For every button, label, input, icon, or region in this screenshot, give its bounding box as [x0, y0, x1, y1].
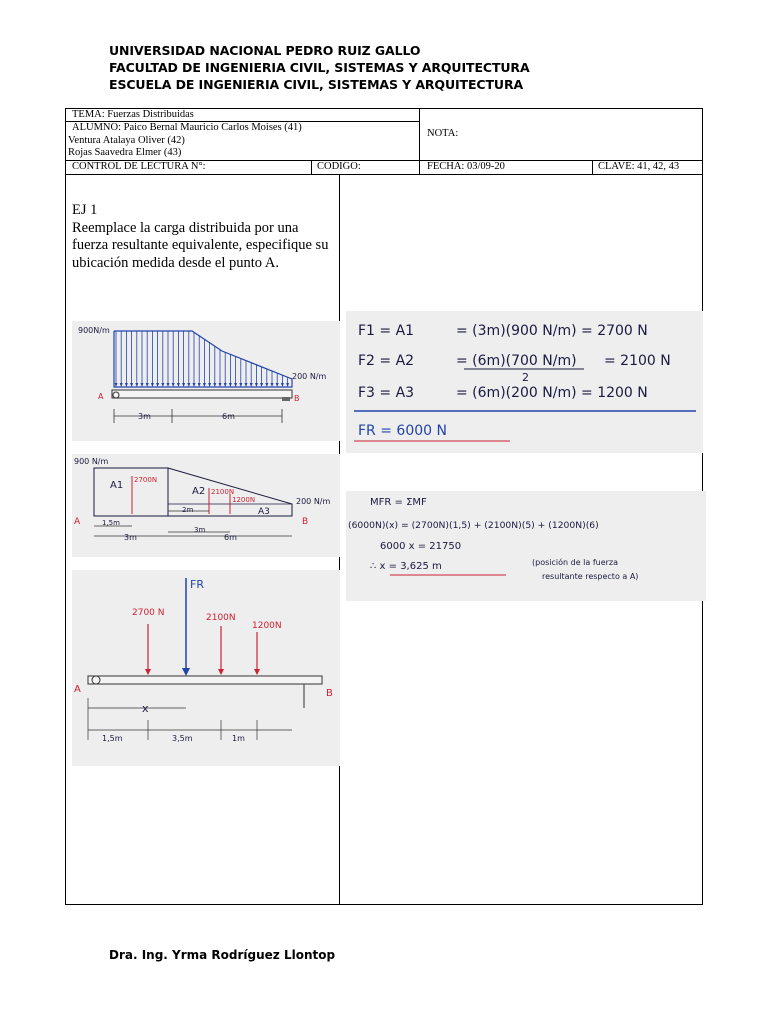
eq2-lhs: F2 = A2 — [358, 353, 415, 369]
moment-line-1: MFR = ΣMF — [370, 497, 427, 508]
problem-statement — [72, 202, 334, 272]
tema-label: TEMA: Fuerzas Distribuidas — [72, 109, 194, 120]
footer-author: Dra. Ing. Yrma Rodríguez Llontop — [109, 948, 336, 962]
table-divider — [592, 160, 593, 174]
eq2-result: = 2100 N — [604, 353, 671, 369]
load-arrow-head — [271, 383, 274, 387]
load-arrow-head — [219, 383, 222, 387]
faculty-name: FACULTAD DE INGENIERIA CIVIL, SISTEMAS Y ARQUITECTURA — [109, 60, 530, 75]
load-left-label: 900 N/m — [74, 457, 109, 466]
area-a2-label: A2 — [192, 486, 206, 497]
point-a-label: A — [98, 392, 104, 401]
load-arrow-head — [120, 383, 123, 387]
point-b-label: B — [326, 688, 333, 699]
force-calculation-image — [346, 311, 703, 453]
load-arrow-head — [115, 383, 118, 387]
fecha-label: FECHA: 03/09-20 — [427, 161, 505, 172]
point-b-label: B — [294, 394, 300, 403]
load-arrow-head — [193, 383, 196, 387]
dim-6m-label: 6m — [224, 533, 237, 542]
load-right-label: 200 N/m — [296, 497, 331, 506]
point-a-label: A — [74, 517, 81, 527]
load-arrow-head — [208, 383, 211, 387]
force-f1-label: 2700N — [134, 476, 158, 484]
alumno-line-2: Ventura Atalaya Oliver (42) — [68, 135, 185, 146]
load-arrow-head — [229, 383, 232, 387]
moment-line-4: ∴ x = 3,625 m — [370, 561, 442, 572]
load-arrow-head — [234, 383, 237, 387]
load-arrow-head — [130, 383, 133, 387]
force-f2-label: 2100N — [211, 488, 235, 496]
moment-note-2: resultante respecto a A) — [542, 572, 639, 581]
force-f3-label: 1200N — [232, 496, 256, 504]
dim-3-5m-label: 3,5m — [172, 734, 193, 743]
moment-calculation-image — [346, 491, 706, 601]
load-arrow-head — [250, 383, 253, 387]
area-a1-label: A1 — [110, 480, 124, 491]
force-2100-label: 2100N — [206, 613, 236, 623]
school-name: ESCUELA DE INGENIERIA CIVIL, SISTEMAS Y ARQUITECTURA — [109, 77, 524, 92]
load-arrow-head — [156, 383, 159, 387]
load-right-label: 200 N/m — [292, 372, 327, 381]
area-a3-label: A3 — [258, 507, 270, 517]
table-divider — [419, 108, 420, 174]
load-arrow-head — [187, 383, 190, 387]
university-name: UNIVERSIDAD NACIONAL PEDRO RUIZ GALLO — [109, 43, 421, 58]
resultant-force-figure — [72, 570, 340, 766]
table-divider — [311, 160, 312, 174]
dim-3m-inner-label: 3m — [194, 526, 206, 534]
point-b-label: B — [302, 517, 309, 527]
codigo-label: CODIGO: — [317, 161, 361, 172]
load-arrow-head — [161, 383, 164, 387]
load-arrow-head — [224, 383, 227, 387]
eq2-denominator: 2 — [522, 371, 529, 384]
load-left-label: 900N/m — [78, 326, 110, 335]
x-label: x — [142, 702, 149, 715]
dim-1-5m-label: 1,5m — [102, 519, 120, 527]
load-arrow-head — [141, 383, 144, 387]
load-arrow-head — [286, 383, 289, 387]
dim-3m-label: 3m — [124, 533, 137, 542]
moment-line-3: 6000 x = 21750 — [380, 541, 462, 552]
distributed-load-figure — [72, 321, 340, 441]
moment-line-2: (6000N)(x) = (2700N)(1,5) + (2100N)(5) + (1200N)(6) — [348, 520, 599, 531]
control-label: CONTROL DE LECTURA N°: — [72, 161, 206, 172]
load-arrow-head — [182, 383, 185, 387]
load-arrow-head — [255, 383, 258, 387]
span-3m-label: 3m — [138, 412, 151, 421]
eq1-lhs: F1 = A1 — [358, 323, 415, 339]
dim-2m-label: 2m — [182, 506, 194, 514]
load-arrow-head — [198, 383, 201, 387]
force-1200-label: 1200N — [252, 621, 282, 631]
problem-text: Reemplace la carga distribuida por una fuerza resultante equivalente, especifique su ubicación medida desde el punto A. — [72, 219, 329, 271]
load-arrow-head — [172, 383, 175, 387]
nota-label: NOTA: — [427, 128, 459, 139]
span-6m-label: 6m — [222, 412, 235, 421]
table-divider — [65, 174, 703, 175]
load-arrow-head — [213, 383, 216, 387]
point-a-label: A — [74, 684, 81, 695]
area-decomposition-figure — [72, 454, 340, 557]
fr-total: FR = 6000 N — [358, 423, 447, 439]
fr-label: FR — [190, 578, 204, 591]
problem-number: EJ 1 — [72, 202, 98, 218]
load-arrow-head — [146, 383, 149, 387]
load-arrow-head — [125, 383, 128, 387]
clave-label: CLAVE: 41, 42, 43 — [598, 161, 680, 172]
load-arrow-head — [239, 383, 242, 387]
eq1-rhs: = (3m)(900 N/m) = 2700 N — [456, 323, 648, 339]
load-arrow-head — [265, 383, 268, 387]
eq3-rhs: = (6m)(200 N/m) = 1200 N — [456, 385, 648, 401]
alumno-line-1: ALUMNO: Paico Bernal Mauricio Carlos Moises (41) — [72, 122, 302, 133]
load-arrow-head — [281, 383, 284, 387]
eq3-lhs: F3 = A3 — [358, 385, 415, 401]
alumno-line-3: Rojas Saavedra Elmer (43) — [68, 147, 182, 158]
dim-1m-label: 1m — [232, 734, 245, 743]
moment-note-1: (posición de la fuerza — [532, 558, 619, 567]
load-arrow-head — [276, 383, 279, 387]
load-arrow-head — [245, 383, 248, 387]
load-arrow-head — [260, 383, 263, 387]
eq2-mid: = (6m)(700 N/m) — [456, 353, 577, 369]
load-arrow-head — [177, 383, 180, 387]
load-arrow-head — [203, 383, 206, 387]
load-arrow-head — [135, 383, 138, 387]
load-arrow-head — [167, 383, 170, 387]
load-arrow-head — [151, 383, 154, 387]
dim-1-5m-label: 1,5m — [102, 734, 123, 743]
force-2700-label: 2700 N — [132, 608, 165, 618]
